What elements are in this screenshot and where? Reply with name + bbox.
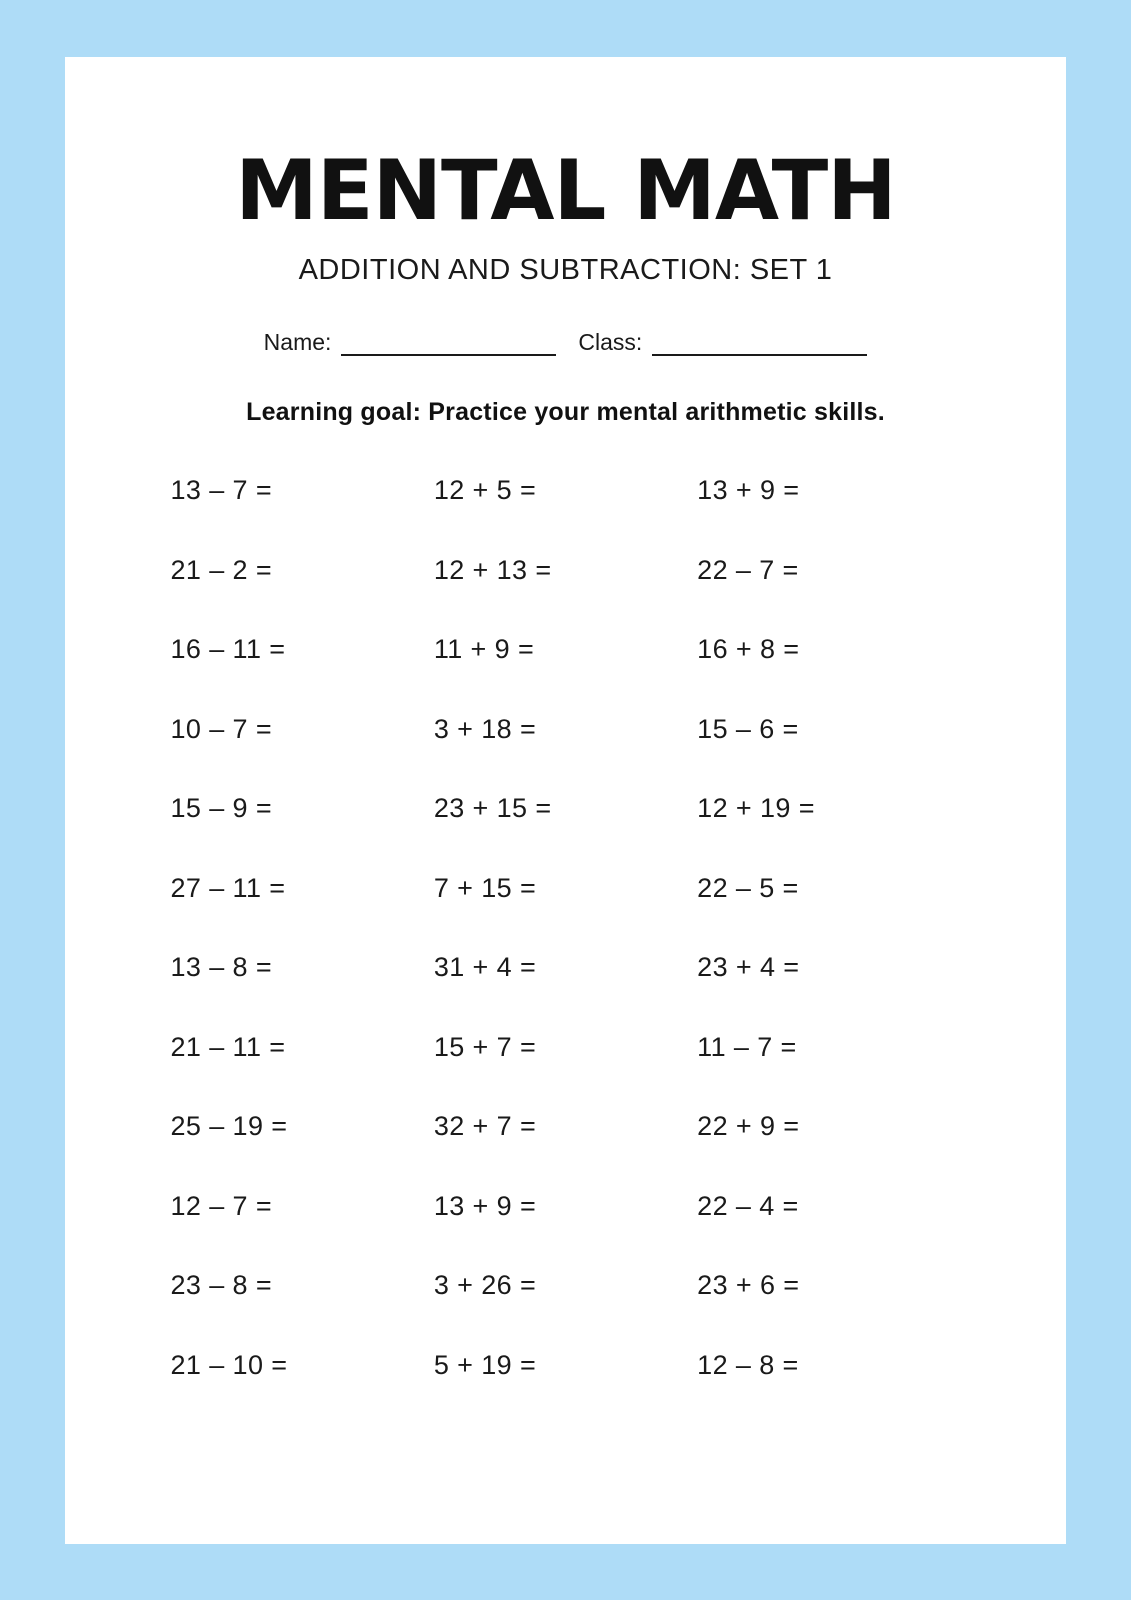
problem-item: 15 + 7 = (433, 1031, 537, 1062)
problems-grid (171, 475, 961, 1381)
problem-item: 7 + 15 = (433, 872, 537, 903)
problem-item: 27 – 11 = (170, 872, 286, 903)
problem-item: 13 + 9 = (697, 475, 800, 505)
problem-item: 32 + 7 = (433, 1111, 537, 1141)
problem-item: 10 – 7 = (170, 713, 273, 744)
problem-item: 3 + 26 = (433, 1270, 537, 1300)
problem-item: 22 – 7 = (697, 554, 799, 585)
student-info-row (65, 329, 1066, 356)
problem-item: 21 – 2 = (170, 554, 273, 585)
class-input-line[interactable] (652, 334, 867, 356)
problem-item: 21 – 10 = (170, 1349, 288, 1380)
class-label: Class: (578, 329, 643, 355)
problem-item: 13 – 8 = (170, 952, 273, 982)
problem-item: 5 + 19 = (433, 1349, 537, 1380)
class-field-group (578, 329, 867, 356)
learning-goal: Learning goal: Practice your mental arithmetic skills. (246, 398, 885, 426)
problem-item: 3 + 18 = (433, 713, 537, 744)
problem-item: 22 – 4 = (697, 1190, 799, 1221)
problem-item: 21 – 11 = (170, 1031, 286, 1062)
problem-item: 15 – 9 = (170, 793, 273, 823)
problem-item: 12 + 5 = (433, 475, 537, 505)
problem-item: 11 + 9 = (433, 634, 535, 664)
name-input-line[interactable] (341, 334, 556, 356)
problem-item: 13 – 7 = (170, 475, 273, 505)
name-label: Name: (263, 329, 332, 355)
problem-item: 12 – 7 = (170, 1190, 273, 1221)
page-title: MENTAL MATH (235, 142, 896, 239)
name-field-group (264, 329, 557, 356)
problem-item: 12 – 8 = (697, 1349, 799, 1380)
problem-item: 16 + 8 = (697, 634, 800, 664)
problem-item: 23 + 4 = (697, 952, 800, 982)
problem-item: 12 + 19 = (697, 793, 815, 823)
problem-item: 22 – 5 = (697, 872, 799, 903)
problem-item: 22 + 9 = (697, 1111, 800, 1141)
page-subtitle: ADDITION AND SUBTRACTION: SET 1 (298, 254, 833, 286)
worksheet-page (65, 57, 1066, 1544)
problem-item: 31 + 4 = (433, 952, 537, 982)
problem-item: 23 + 15 = (433, 793, 552, 823)
problem-item: 25 – 19 = (170, 1111, 288, 1141)
problem-item: 12 + 13 = (433, 554, 552, 585)
problem-item: 23 + 6 = (697, 1270, 800, 1300)
problem-item: 15 – 6 = (697, 713, 799, 744)
problem-item: 13 + 9 = (433, 1190, 537, 1221)
problem-item: 23 – 8 = (170, 1270, 273, 1300)
problem-item: 16 – 11 = (170, 634, 286, 664)
problem-item: 11 – 7 = (697, 1031, 797, 1062)
